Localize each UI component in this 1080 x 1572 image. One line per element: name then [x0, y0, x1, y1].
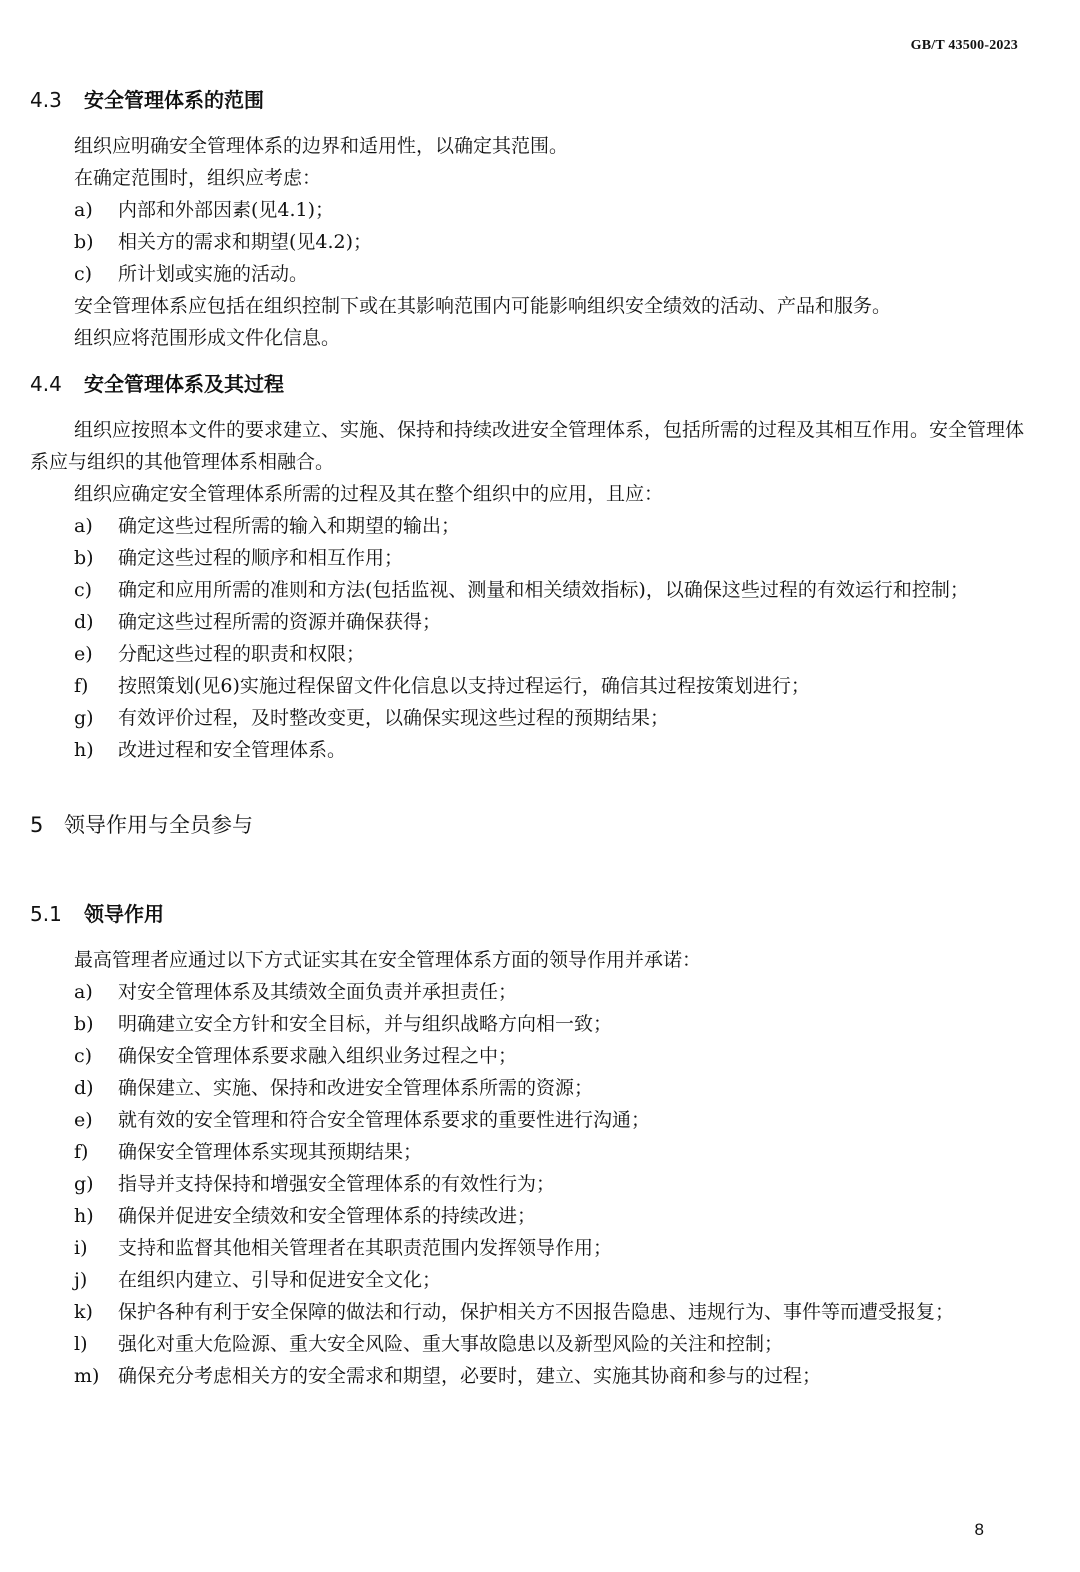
section-number: 4.4	[30, 372, 62, 396]
chapter-title: 领导作用与全员参与	[64, 813, 253, 837]
list-item-text: 在组织内建立、引导和促进安全文化；	[118, 1269, 442, 1291]
document-body	[30, 84, 1030, 1392]
list-marker: g)	[74, 707, 94, 729]
list-marker: d)	[74, 611, 94, 633]
page-number: 8	[974, 1520, 984, 1539]
section-title: 领导作用	[84, 902, 164, 926]
list-item	[30, 1008, 1030, 1040]
list-item-text: 相关方的需求和期望(见4.2)；	[118, 231, 373, 253]
list-item-text: 分配这些过程的职责和权限；	[118, 643, 366, 665]
list-item	[30, 702, 1030, 734]
list-marker: b)	[74, 1013, 94, 1035]
list-5-1	[30, 976, 1030, 1392]
paragraph: 组织应明确安全管理体系的边界和适用性，以确定其范围。	[74, 135, 569, 157]
list-marker: a)	[74, 981, 93, 1003]
list-item	[30, 1360, 1030, 1392]
list-item-text: 确定这些过程所需的资源并确保获得；	[118, 611, 442, 633]
list-item-text: 明确建立安全方针和安全目标，并与组织战略方向相一致；	[118, 1013, 613, 1035]
list-marker: f)	[74, 1141, 89, 1163]
list-marker: h)	[74, 739, 94, 761]
list-marker: d)	[74, 1077, 94, 1099]
list-item	[30, 638, 1030, 670]
list-marker: l)	[74, 1333, 88, 1355]
paragraph: 组织应将范围形成文件化信息。	[74, 327, 341, 349]
list-marker: j)	[74, 1269, 88, 1291]
section-title: 安全管理体系及其过程	[84, 372, 284, 396]
list-item	[30, 670, 1030, 702]
list-item-text: 确定和应用所需的准则和方法(包括监视、测量和相关绩效指标)，以确保这些过程的有效运行和控制；	[118, 579, 969, 601]
list-item-text: 按照策划(见6)实施过程保留文件化信息以支持过程运行，确信其过程按策划进行；	[118, 675, 810, 697]
paragraph: 在确定范围时，组织应考虑：	[74, 167, 322, 189]
list-marker: b)	[74, 231, 94, 253]
list-marker: c)	[74, 263, 93, 285]
list-marker: a)	[74, 515, 93, 537]
list-item	[30, 1136, 1030, 1168]
list-item	[30, 542, 1030, 574]
list-item	[30, 1264, 1030, 1296]
list-marker: m)	[74, 1365, 100, 1387]
list-item-text: 指导并支持保持和增强安全管理体系的有效性行为；	[118, 1173, 556, 1195]
paragraph: 组织应按照本文件的要求建立、实施、保持和持续改进安全管理体系，包括所需的过程及其相互作用。安全管理体系应与组织的其他管理体系相融合。	[30, 419, 1025, 473]
list-item	[30, 194, 1030, 226]
list-item	[30, 1232, 1030, 1264]
list-item-text: 内部和外部因素(见4.1)；	[118, 199, 335, 221]
paragraph: 安全管理体系应包括在组织控制下或在其影响范围内可能影响组织安全绩效的活动、产品和服务。	[74, 295, 892, 317]
section-heading-4-3	[30, 84, 1030, 116]
list-item	[30, 1072, 1030, 1104]
list-item	[30, 976, 1030, 1008]
list-marker: e)	[74, 643, 93, 665]
list-item-text: 改进过程和安全管理体系。	[118, 739, 347, 761]
list-item-text: 所计划或实施的活动。	[118, 263, 309, 285]
list-marker: g)	[74, 1173, 94, 1195]
list-item	[30, 734, 1030, 766]
list-marker: c)	[74, 579, 93, 601]
list-marker: a)	[74, 199, 93, 221]
paragraph: 最高管理者应通过以下方式证实其在安全管理体系方面的领导作用并承诺：	[74, 949, 702, 971]
section-heading-4-4	[30, 368, 1030, 400]
list-4-4	[30, 510, 1030, 766]
list-marker: k)	[74, 1301, 93, 1323]
list-item-text: 支持和监督其他相关管理者在其职责范围内发挥领导作用；	[118, 1237, 613, 1259]
section-number: 4.3	[30, 88, 62, 112]
list-item	[30, 258, 1030, 290]
list-item	[30, 1328, 1030, 1360]
paragraph: 组织应确定安全管理体系所需的过程及其在整个组织中的应用，且应：	[74, 483, 664, 505]
list-item-text: 确保建立、实施、保持和改进安全管理体系所需的资源；	[118, 1077, 594, 1099]
list-marker: e)	[74, 1109, 93, 1131]
list-item	[30, 1168, 1030, 1200]
list-item	[30, 1296, 1030, 1328]
list-item-text: 强化对重大危险源、重大安全风险、重大事故隐患以及新型风险的关注和控制；	[118, 1333, 784, 1355]
list-marker: i)	[74, 1237, 88, 1259]
section-number: 5.1	[30, 902, 62, 926]
list-item	[30, 1104, 1030, 1136]
list-item-text: 有效评价过程，及时整改变更，以确保实现这些过程的预期结果；	[118, 707, 670, 729]
list-item-text: 确定这些过程的顺序和相互作用；	[118, 547, 404, 569]
list-item-text: 就有效的安全管理和符合安全管理体系要求的重要性进行沟通；	[118, 1109, 651, 1131]
list-item-text: 确保安全管理体系实现其预期结果；	[118, 1141, 423, 1163]
list-marker: b)	[74, 547, 94, 569]
list-marker: c)	[74, 1045, 93, 1067]
list-item-text: 对安全管理体系及其绩效全面负责并承担责任；	[118, 981, 518, 1003]
section-title: 安全管理体系的范围	[84, 88, 264, 112]
list-item-text: 保护各种有利于安全保障的做法和行动，保护相关方不因报告隐患、违规行为、事件等而遭受报复；	[118, 1301, 955, 1323]
list-4-3	[30, 194, 1030, 290]
list-item	[30, 606, 1030, 638]
list-item	[30, 1200, 1030, 1232]
list-item-text: 确保并促进安全绩效和安全管理体系的持续改进；	[118, 1205, 537, 1227]
chapter-heading-5	[30, 808, 1030, 842]
list-item	[30, 510, 1030, 542]
chapter-number: 5	[30, 813, 44, 837]
list-marker: h)	[74, 1205, 94, 1227]
list-item-text: 确保安全管理体系要求融入组织业务过程之中；	[118, 1045, 518, 1067]
list-marker: f)	[74, 675, 89, 697]
list-item	[30, 1040, 1030, 1072]
list-item	[30, 574, 1030, 606]
list-item	[30, 226, 1030, 258]
standard-code: GB/T 43500-2023	[910, 38, 1018, 53]
list-item-text: 确保充分考虑相关方的安全需求和期望，必要时，建立、实施其协商和参与的过程；	[118, 1365, 822, 1387]
section-heading-5-1	[30, 898, 1030, 930]
list-item-text: 确定这些过程所需的输入和期望的输出；	[118, 515, 461, 537]
